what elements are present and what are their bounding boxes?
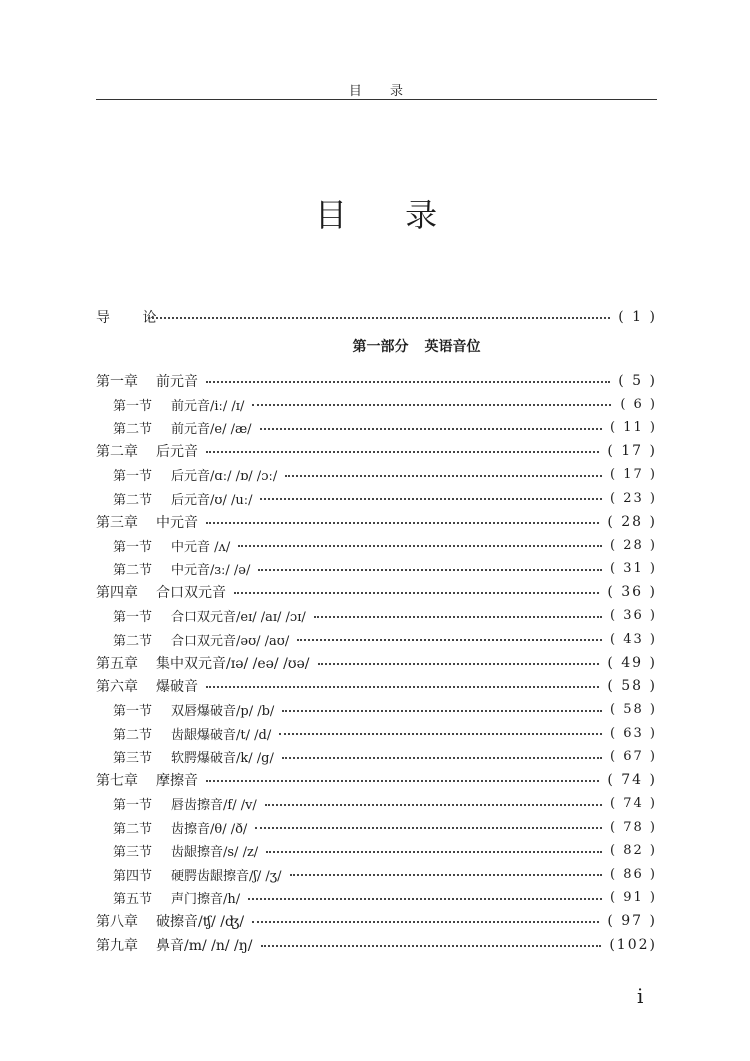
- toc-chapter-entry[interactable]: [96, 440, 657, 464]
- toc-entry-title: 软腭爆破音/k/ /g/: [171, 751, 274, 767]
- toc-page-number: ( 67 ): [610, 749, 657, 765]
- toc-entry-number: 第四节: [113, 868, 153, 884]
- toc-section-entry[interactable]: [96, 745, 657, 769]
- toc-entry-title: 合口双元音/eɪ/ /aɪ/ /ɔɪ/: [171, 610, 306, 626]
- toc-entry-number: 第一节: [113, 798, 153, 814]
- toc-entry-title: 齿龈擦音/s/ /z/: [171, 845, 259, 861]
- dot-leader: [206, 686, 599, 688]
- toc-chapter-entry[interactable]: [96, 769, 657, 793]
- toc-entry-number: 第一节: [113, 610, 153, 626]
- toc-entry-number: 第二节: [113, 563, 153, 579]
- toc-entry-title: 后元音/ʊ/ /uː/: [171, 492, 253, 508]
- part-number: 第一部分: [352, 339, 409, 355]
- toc-entry-title: 前元音: [156, 373, 198, 390]
- toc-entry-title: 爆破音: [156, 679, 198, 696]
- table-of-contents: [96, 305, 657, 957]
- toc-entry-title: 中元音/ɜː/ /ə/: [171, 563, 251, 579]
- toc-entry-number: 第三节: [113, 845, 153, 861]
- toc-section-entry[interactable]: [96, 557, 657, 581]
- toc-section-entry[interactable]: [96, 839, 657, 863]
- toc-page-number: ( 86 ): [610, 866, 657, 882]
- toc-page-number: ( 49 ): [607, 654, 657, 671]
- toc-section-entry[interactable]: [96, 816, 657, 840]
- toc-entry-title: 合口双元音/əʊ/ /aʊ/: [171, 633, 290, 649]
- page-folio: i: [637, 984, 644, 1008]
- toc-page-number: ( 36 ): [610, 608, 657, 624]
- toc-section-entry[interactable]: [96, 463, 657, 487]
- toc-entry-title: 前元音/e/ /æ/: [171, 422, 252, 438]
- toc-entry-number: 第一节: [113, 398, 153, 414]
- toc-chapter-entry[interactable]: [96, 651, 657, 675]
- toc-page-number: ( 58 ): [610, 702, 657, 718]
- page-title: 目 录: [314, 196, 462, 234]
- toc-page-number: (102): [609, 936, 657, 953]
- toc-section-entry[interactable]: [96, 534, 657, 558]
- toc-section-entry[interactable]: [96, 628, 657, 652]
- toc-entry-title: 后元音: [156, 444, 198, 461]
- toc-entry-title: 双唇爆破音/p/ /b/: [171, 704, 275, 720]
- dot-leader: [282, 757, 602, 759]
- toc-page-number: ( 97 ): [607, 913, 657, 930]
- dot-leader: [234, 592, 599, 594]
- toc-entry-number: 第三章: [96, 514, 138, 531]
- toc-chapter-entry[interactable]: [96, 369, 657, 393]
- toc-page-number: ( 5 ): [618, 372, 657, 389]
- toc-entry-title: 摩擦音: [156, 773, 198, 790]
- toc-section-entry[interactable]: [96, 604, 657, 628]
- dot-leader: [318, 663, 600, 665]
- toc-page-number: ( 17 ): [607, 443, 657, 460]
- toc-entry-number: 第八章: [96, 914, 138, 931]
- toc-entry-number: 第四章: [96, 585, 138, 602]
- dot-leader: [265, 804, 602, 806]
- dot-leader: [238, 545, 602, 547]
- dot-leader: [282, 710, 602, 712]
- toc-entry-number: 第二节: [113, 633, 153, 649]
- toc-entry-number: 第二节: [113, 821, 153, 837]
- part-title: 英语音位: [424, 339, 481, 355]
- toc-entry-number: 第三节: [113, 751, 153, 767]
- toc-entry-title: 中元音 /ʌ/: [171, 539, 231, 555]
- toc-entry-title: 声门擦音/h/: [171, 892, 241, 908]
- toc-page-number: ( 17 ): [610, 467, 657, 483]
- toc-entry-number: 第一节: [113, 704, 153, 720]
- toc-entry-number: 第二节: [113, 422, 153, 438]
- toc-entry-title: 鼻音/m/ /n/ /ŋ/: [156, 937, 253, 954]
- toc-page-number: ( 82 ): [610, 843, 657, 859]
- dot-leader: [297, 639, 602, 641]
- toc-section-entry[interactable]: [96, 393, 657, 417]
- toc-entry-title: 齿龈爆破音/t/ /d/: [171, 727, 272, 743]
- toc-page-number: ( 63 ): [610, 725, 657, 741]
- toc-section-entry[interactable]: [96, 698, 657, 722]
- toc-entry-number: 第五章: [96, 655, 138, 672]
- dot-leader: [260, 498, 602, 500]
- toc-intro-entry[interactable]: [96, 305, 657, 329]
- toc-entry-number: 第二节: [113, 727, 153, 743]
- toc-page-number: ( 91 ): [610, 890, 657, 906]
- toc-entry-title: 破擦音/ʧ/ /ʤ/: [156, 914, 245, 931]
- dot-leader: [206, 451, 599, 453]
- toc-section-entry[interactable]: [96, 863, 657, 887]
- toc-entry-title: 前元音/iː/ /ɪ/: [171, 398, 245, 414]
- toc-section-entry[interactable]: [96, 416, 657, 440]
- toc-entry-title: 后元音/ɑː/ /ɒ/ /ɔː/: [171, 469, 278, 485]
- toc-entry-number: 第九章: [96, 937, 138, 954]
- toc-entry-title: 中元音: [156, 514, 198, 531]
- toc-page-number: ( 28 ): [607, 513, 657, 530]
- toc-page-number: ( 6 ): [620, 396, 657, 412]
- toc-page-number: ( 11 ): [610, 420, 657, 436]
- toc-page-number: ( 43 ): [610, 631, 657, 647]
- dot-leader: [206, 522, 599, 524]
- dot-leader: [290, 874, 603, 876]
- dot-leader: [206, 780, 599, 782]
- dot-leader: [266, 851, 602, 853]
- toc-entry-number: 第六章: [96, 679, 138, 696]
- toc-page-number: ( 31 ): [610, 561, 657, 577]
- toc-entry-title: 合口双元音: [156, 585, 226, 602]
- toc-section-entry[interactable]: [96, 886, 657, 910]
- part-heading: [96, 335, 657, 365]
- toc-chapter-entry[interactable]: [96, 675, 657, 699]
- toc-entries: [96, 369, 657, 957]
- toc-section-entry[interactable]: [96, 722, 657, 746]
- dot-leader: [258, 569, 602, 571]
- toc-entry-number: 第一节: [113, 539, 153, 555]
- toc-entry-number: 第二章: [96, 444, 138, 461]
- toc-entry-title: 导 论: [96, 310, 171, 326]
- toc-page-number: ( 23 ): [610, 490, 657, 506]
- dot-leader: [260, 428, 602, 430]
- dot-leader: [314, 616, 602, 618]
- toc-entry-number: 第七章: [96, 773, 138, 790]
- dot-leader: [252, 404, 611, 406]
- dot-leader: [148, 317, 610, 319]
- toc-page-number: ( 1 ): [618, 309, 657, 325]
- toc-entry-title: 唇齿擦音/f/ /v/: [171, 798, 257, 814]
- running-header: 目 录: [348, 84, 416, 99]
- toc-entry-number: 第五节: [113, 892, 153, 908]
- toc-chapter-entry[interactable]: [96, 581, 657, 605]
- dot-leader: [285, 475, 602, 477]
- dot-leader: [279, 733, 602, 735]
- toc-section-entry[interactable]: [96, 792, 657, 816]
- toc-entry-number: 第一节: [113, 469, 153, 485]
- toc-page-number: ( 28 ): [610, 537, 657, 553]
- toc-entry-title: 齿擦音/θ/ /ð/: [171, 821, 248, 837]
- toc-entry-title: 集中双元音/ɪə/ /eə/ /ʊə/: [156, 655, 310, 672]
- toc-chapter-entry[interactable]: [96, 910, 657, 934]
- toc-chapter-entry[interactable]: [96, 510, 657, 534]
- toc-entry-number: 第一章: [96, 373, 138, 390]
- toc-entry-number: 第二节: [113, 492, 153, 508]
- header-rule: [96, 99, 657, 100]
- toc-page-number: ( 36 ): [607, 584, 657, 601]
- toc-chapter-entry[interactable]: [96, 933, 657, 957]
- toc-section-entry[interactable]: [96, 487, 657, 511]
- toc-entry-title: 硬腭齿龈擦音/ʃ/ /ʒ/: [171, 868, 282, 884]
- toc-page-number: ( 74 ): [607, 772, 657, 789]
- dot-leader: [252, 921, 599, 923]
- dot-leader: [255, 827, 602, 829]
- dot-leader: [248, 898, 602, 900]
- toc-page-number: ( 58 ): [607, 678, 657, 695]
- toc-page-number: ( 74 ): [610, 796, 657, 812]
- toc-page-number: ( 78 ): [610, 819, 657, 835]
- dot-leader: [206, 381, 610, 383]
- dot-leader: [261, 945, 602, 947]
